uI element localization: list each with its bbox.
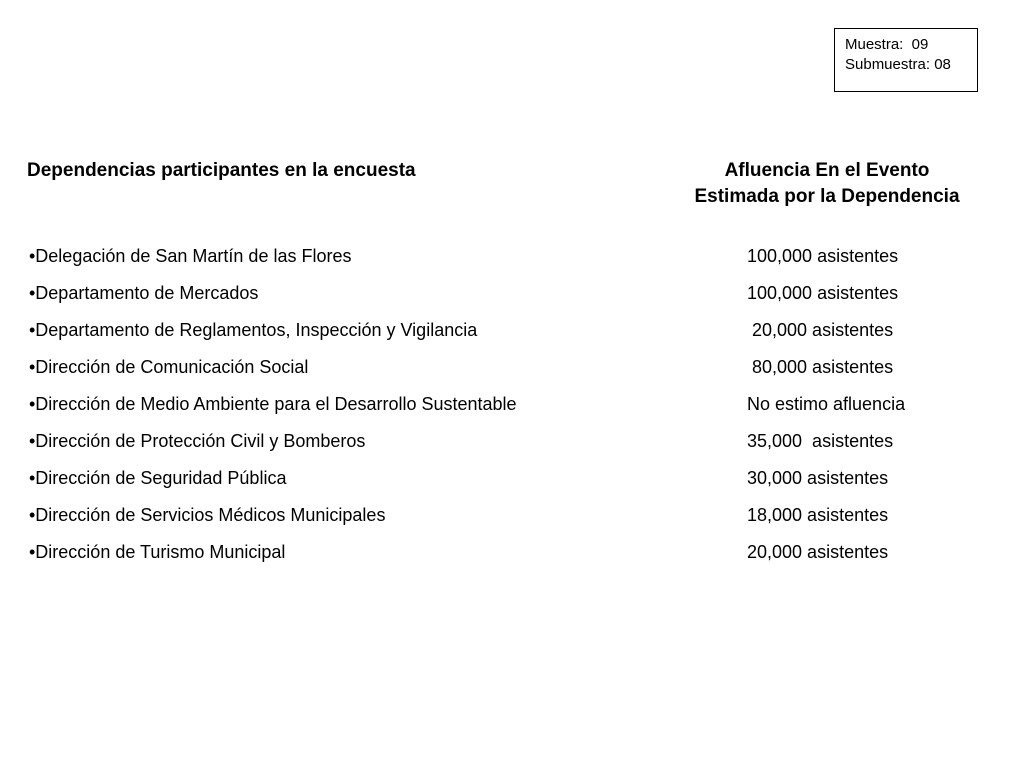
afluencia-value: 20,000 asistentes [747, 542, 889, 562]
muestra-label: Muestra: 09 [845, 36, 929, 53]
afluencia-value: 30,000 asistentes [747, 468, 889, 488]
list-item [29, 502, 999, 539]
afluencia-value: 100,000 asistentes [747, 246, 899, 266]
dependencia-name: •Departamento de Mercados [29, 283, 259, 303]
afluencia-value: No estimo afluencia [747, 394, 906, 414]
dependencia-name: •Dirección de Servicios Médicos Municipales [29, 505, 386, 525]
dependencias-list [29, 243, 999, 576]
list-item [29, 391, 999, 428]
dependencia-name: •Dirección de Protección Civil y Bomberos [29, 431, 366, 451]
list-item [29, 280, 999, 317]
dependencia-name: •Dirección de Turismo Municipal [29, 542, 286, 562]
list-item [29, 539, 999, 576]
afluencia-value: 100,000 asistentes [747, 283, 899, 303]
submuestra-label: Submuestra: 08 [845, 56, 951, 73]
afluencia-value: 80,000 asistentes [747, 357, 894, 377]
dependencia-name: •Dirección de Comunicación Social [29, 357, 309, 377]
dependencias-heading: Dependencias participantes en la encuesta [27, 160, 416, 181]
dependencia-name: •Delegación de San Martín de las Flores [29, 246, 352, 266]
list-item [29, 243, 999, 280]
list-item [29, 354, 999, 391]
list-item [29, 428, 999, 465]
afluencia-value: 20,000 asistentes [747, 320, 894, 340]
dependencia-name: •Dirección de Seguridad Pública [29, 468, 287, 488]
list-item [29, 317, 999, 354]
afluencia-heading-line-1: Afluencia En el Evento [724, 160, 930, 181]
list-item [29, 465, 999, 502]
sample-info-box [834, 28, 978, 92]
afluencia-heading-line-2: Estimada por la Dependencia [694, 186, 960, 207]
dependencia-name: •Dirección de Medio Ambiente para el Desarrollo Sustentable [29, 394, 517, 414]
dependencia-name: •Departamento de Reglamentos, Inspección y Vigilancia [29, 320, 478, 340]
afluencia-value: 18,000 asistentes [747, 505, 889, 525]
afluencia-heading [660, 158, 994, 210]
afluencia-value: 35,000 asistentes [747, 431, 894, 451]
